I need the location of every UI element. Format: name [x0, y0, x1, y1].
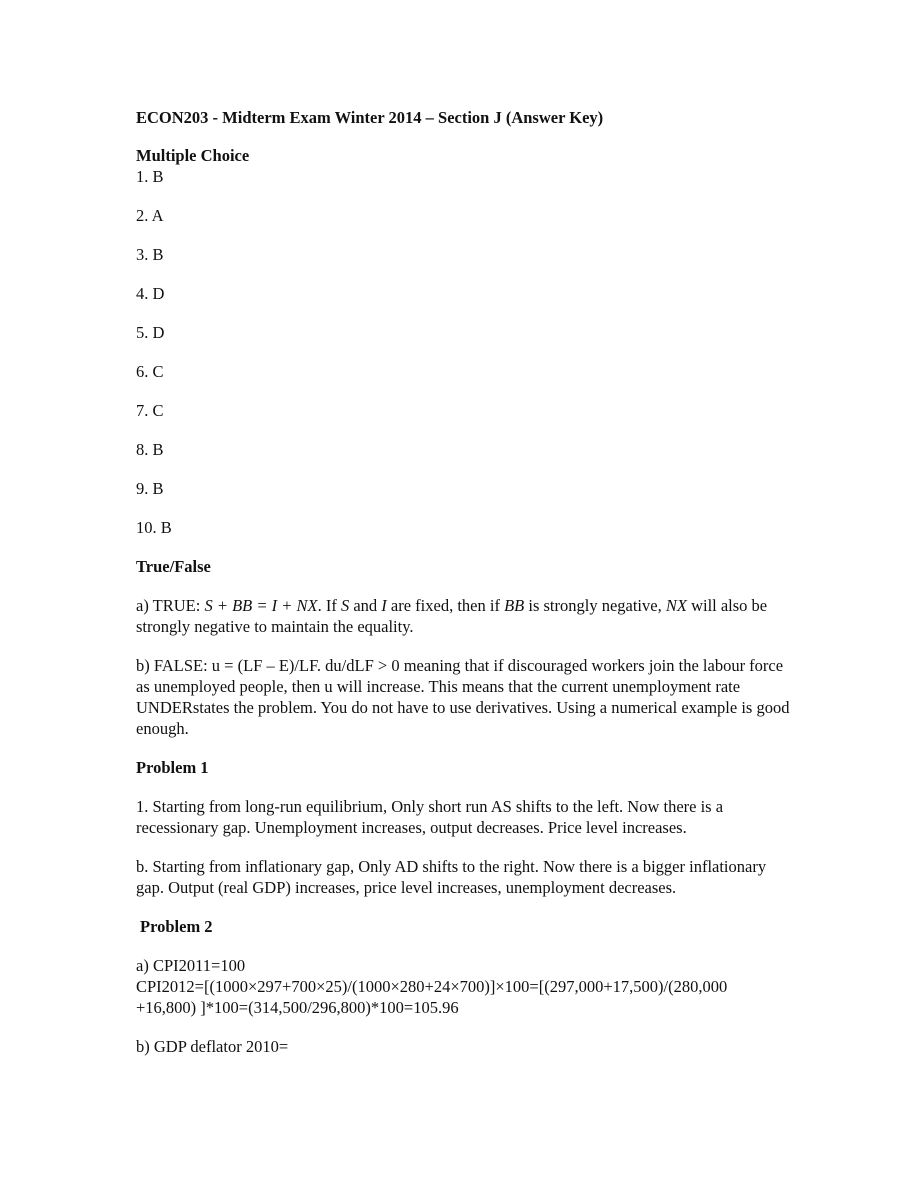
problem1-part1: 1. Starting from long-run equilibrium, Only short run AS shifts to the left. Now there is a recessionary gap. Unemployment increases, output decreases. Price level increases.	[136, 797, 724, 837]
mc-answer: 1. B	[136, 167, 164, 186]
mc-answer: 5. D	[136, 323, 165, 342]
mc-heading: Multiple Choice	[136, 146, 250, 165]
mc-answer: 8. B	[136, 440, 164, 459]
problem2-a-line: CPI2012=[(1000×297+700×25)/(1000×280+24×700)]×100=[(297,000+17,500)/(280,000	[136, 977, 728, 996]
tf-heading: True/False	[136, 557, 211, 576]
mc-answer: 9. B	[136, 479, 164, 498]
tf-answer-b: b) FALSE: u = (LF – E)/LF. du/dLF > 0 meaning that if discouraged workers join the labour force as unemployed people, then u will increase. This means that the current unemployment rate UNDERstates the problem. You do not have to use derivatives. Using a numerical example is good enough.	[136, 656, 790, 738]
tf-a-text: will also be strongly negative to maintain the equality.	[136, 596, 768, 636]
tf-a-var: BB	[504, 596, 525, 615]
tf-answer-a	[136, 595, 796, 637]
mc-answer: 2. A	[136, 206, 164, 225]
mc-answer: 6. C	[136, 362, 164, 381]
problem1-heading: Problem 1	[136, 758, 209, 777]
problem2-heading: Problem 2	[140, 917, 213, 936]
tf-a-var: S	[340, 596, 350, 615]
tf-a-text: are fixed, then if	[386, 596, 505, 615]
tf-a-text: and	[349, 596, 382, 615]
problem2-a-line: +16,800) ]*100=(314,500/296,800)*100=105.96	[136, 998, 459, 1017]
tf-a-prefix: a) TRUE:	[136, 596, 205, 615]
tf-a-var: I	[381, 596, 387, 615]
tf-a-text: . If	[317, 596, 341, 615]
document-title: ECON203 - Midterm Exam Winter 2014 – Section J (Answer Key)	[136, 108, 604, 127]
mc-answer: 7. C	[136, 401, 164, 420]
problem2-a-line: a) CPI2011=100	[136, 956, 246, 975]
tf-a-text: is strongly negative,	[524, 596, 666, 615]
mc-answer: 10. B	[136, 518, 172, 537]
tf-a-var: NX	[665, 596, 687, 615]
problem2-part-b: b) GDP deflator 2010=	[136, 1037, 289, 1056]
mc-answer: 3. B	[136, 245, 164, 264]
problem1-part-b: b. Starting from inflationary gap, Only AD shifts to the right. Now there is a bigger inflationary gap. Output (real GDP) increases, price level increases, unemployment decreases.	[136, 857, 767, 897]
mc-answer: 4. D	[136, 284, 165, 303]
problem2-part-a	[136, 955, 796, 1018]
tf-a-equation: S + BB = I + NX	[204, 596, 318, 615]
document-page	[136, 107, 796, 1075]
mc-answer-list	[136, 166, 796, 538]
